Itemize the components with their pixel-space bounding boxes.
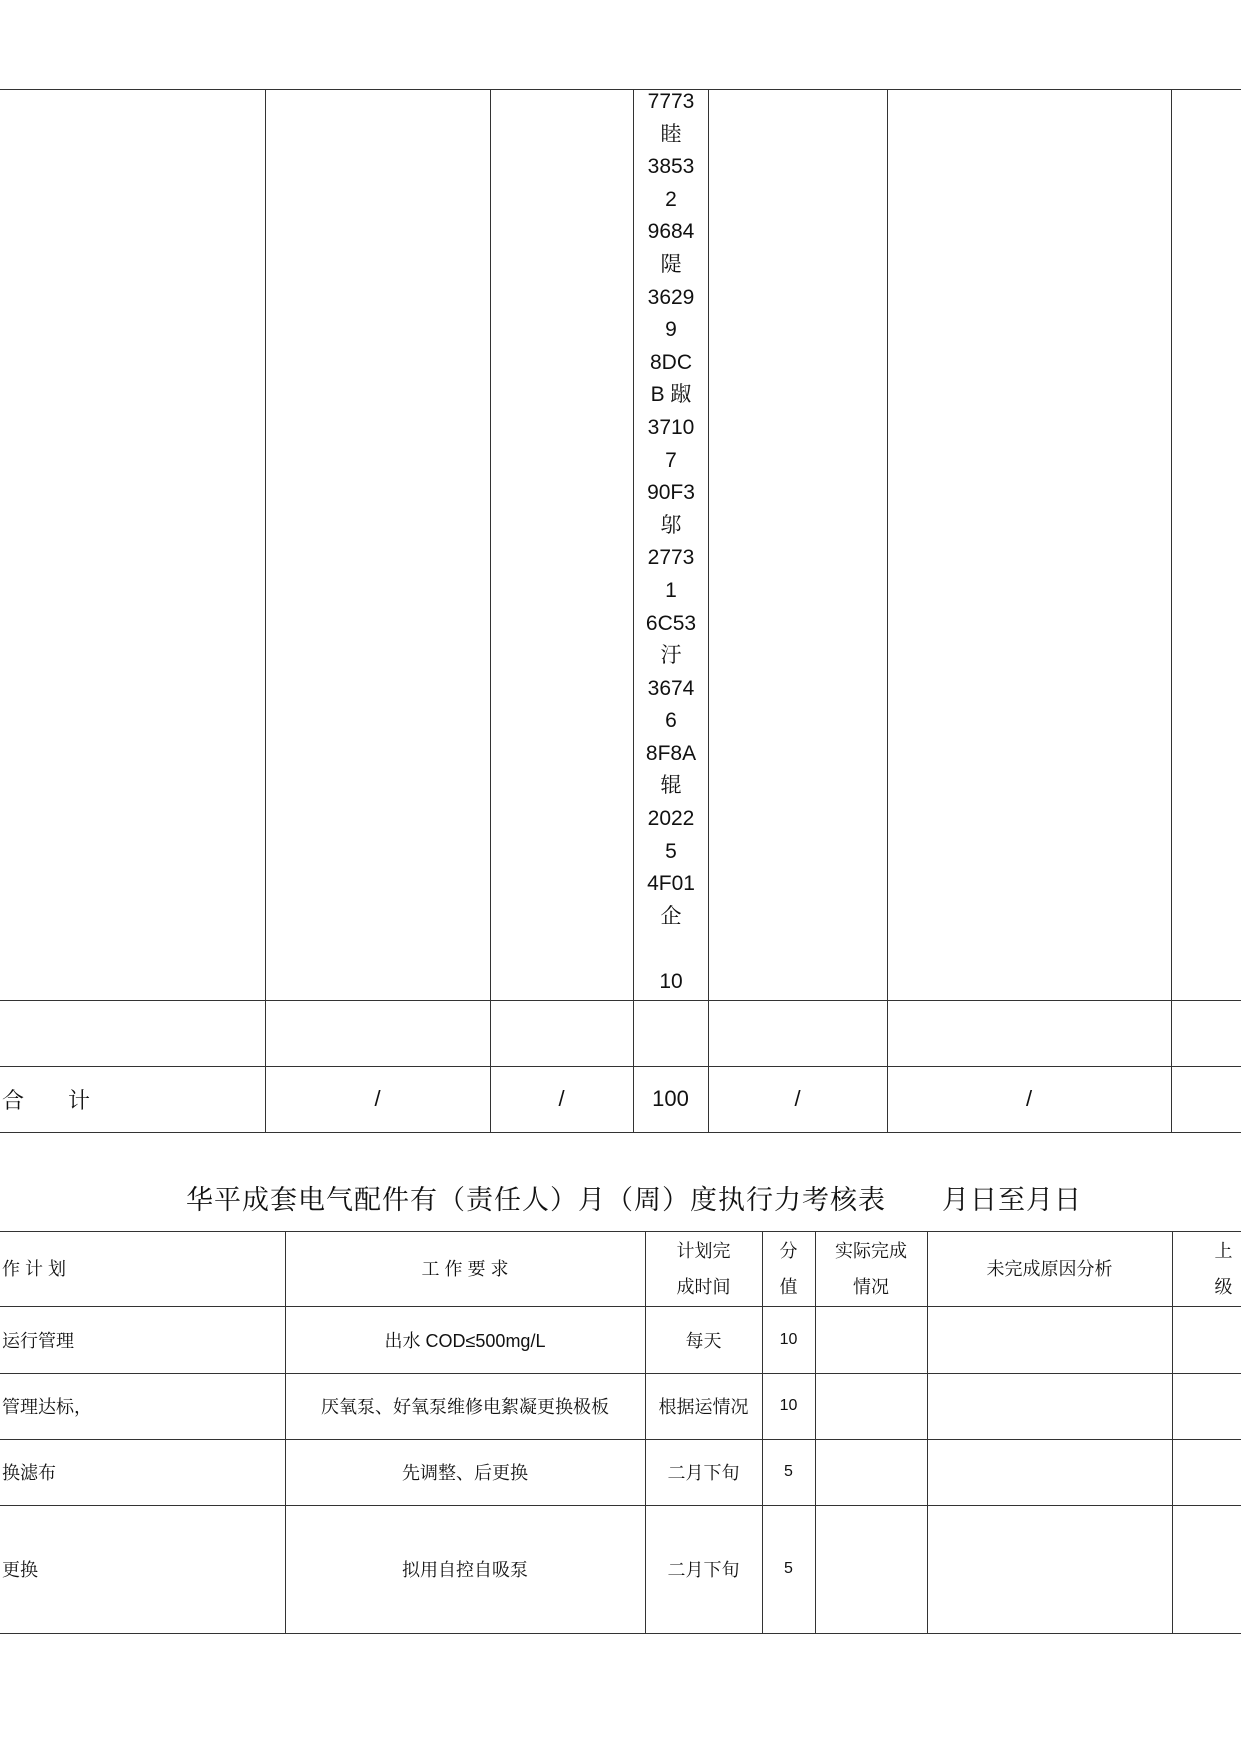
total-cell: / — [374, 1086, 381, 1111]
page-title: 华平成套电气配件有（责任人）月（周）度执行力考核表 月日至月日 — [186, 1185, 1082, 1215]
header-actual: 实际完成 情况 — [835, 1240, 907, 1297]
header-plan: 作 计 划 — [2, 1258, 67, 1279]
header-time: 计划完 成时间 — [676, 1240, 731, 1297]
row-score: 10 — [779, 1397, 798, 1414]
row-requirement: 出水 COD≤500mg/L — [384, 1330, 546, 1351]
header-reason: 未完成原因分析 — [986, 1258, 1113, 1279]
row-score: 10 — [779, 1330, 798, 1348]
header-superior: 上级 — [1214, 1240, 1233, 1297]
hline — [0, 89, 1241, 90]
row-plan: 换滤布 — [2, 1463, 56, 1483]
vline — [265, 89, 266, 1133]
total-cell: / — [794, 1086, 801, 1111]
vline — [490, 89, 491, 1133]
row-time: 每天 — [685, 1330, 722, 1351]
total-cell: / — [1025, 1086, 1033, 1111]
header-score: 分 值 — [779, 1240, 798, 1297]
row-score: 5 — [784, 1560, 793, 1577]
hline — [0, 1000, 1241, 1001]
row-time: 二月下旬 — [667, 1463, 740, 1483]
row-score: 5 — [784, 1463, 793, 1480]
row-plan: 运行管理 — [2, 1330, 74, 1351]
total-cell: / — [558, 1086, 565, 1111]
vline — [887, 89, 888, 1133]
vline — [1171, 89, 1172, 1133]
row-requirement: 先调整、后更换 — [402, 1463, 528, 1483]
hline — [0, 1633, 1241, 1634]
row-requirement: 拟用自控自吸泵 — [402, 1560, 528, 1580]
row-plan: 管理达标， — [2, 1397, 92, 1417]
row-time: 根据运情况 — [658, 1397, 749, 1417]
row-plan: 更换 — [2, 1560, 38, 1580]
total-score: 100 — [652, 1086, 689, 1111]
row-time: 二月下旬 — [667, 1560, 740, 1580]
vline — [708, 89, 709, 1133]
header-requirement: 工 作 要 求 — [421, 1258, 509, 1279]
row-requirement: 厌氧泵、好氧泵维修电絮凝更换极板 — [321, 1397, 609, 1417]
vertical-code-text: 7773 睦 3853 2 9684 隄 3629 9 8DC B 踧 3710 7 90F3 邬 2773 1 6C53 汙 3674 6 8F8A 辊 2022 5 4F01 企 10 — [645, 90, 697, 994]
total-label: 合 计 — [2, 1087, 91, 1113]
hline — [0, 1132, 1241, 1133]
